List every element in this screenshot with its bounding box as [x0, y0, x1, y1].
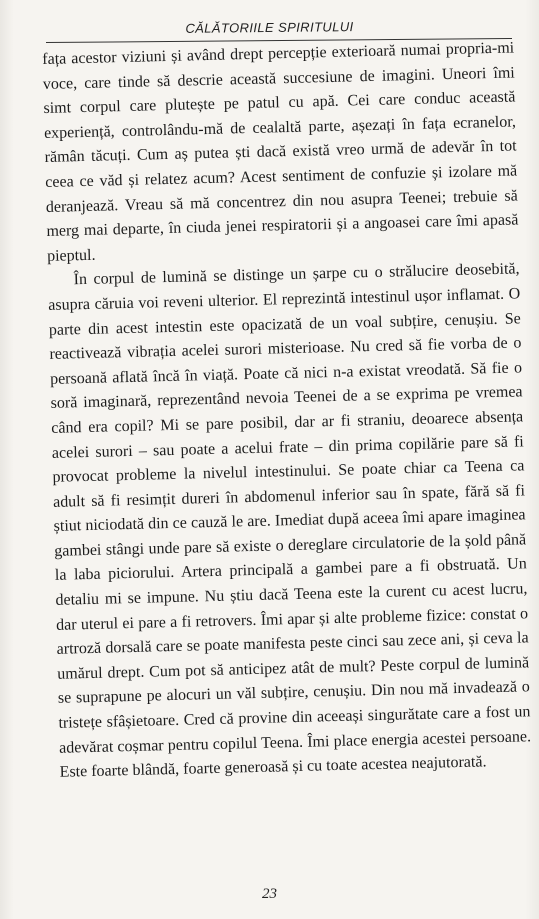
- body-text: [42, 36, 532, 785]
- paragraph-2: În corpul de lumină se distinge un șarpe cu o strălucire deosebită, asupra căruia voi reveni ulterior. El reprezintă intestinul ușor inflamat. O parte din acest intestin este opacizată de un voal subțire, cenușiu. Se reactivează vibrația acelei surori misterioase. Nu cred să fie vorba de o persoană aflată încă în viață. Poate că nici n-a existat vreodată. Să fie o soră imaginară, reprezentând nevoia Teenei de a se exprima pe vremea când era copil? Mi se pare posibil, dar ar fi straniu, deoarece absența acelei surori – sau poate a acelui frate – din prima copilărie pare să fi provocat probleme la nivelul intestinului. Se poate chiar ca Teena ca adult să fi resimțit dureri în abdomenul inferior sau în spate, fără să fi știut niciodată din ce cauză le are. Imediat după aceea îmi apare imaginea gambei stângi unde pare să existe o dereglare circulatorie de la șold până la laba piciorului. Artera principală a gambei pare a fi obstruată. Un detaliu mi se impune. Nu știu dacă Teena este la curent cu acest lucru, dar uterul ei pare a fi retrovers. Îmi apar și alte probleme fizice: constat o artroză dorsală care se poate manifesta peste cinci sau zece ani, și ceva la umărul drept. Cum pot să anticipez atât de mult? Peste corpul de lumină se suprapune pe alocuri un văl subțire, cenușiu. Din nou mă invadează o tristețe sfâșietoare. Cred că provine din aceeași singurătate care a fost un adevărat coșmar pentru copilul Teena. Îmi place energia acestei persoane. Este foarte blândă, foarte generoasă și cu toate acestea neajutorată.: [48, 260, 532, 781]
- page-number: 23: [262, 886, 277, 902]
- paragraph-1: fața acestor viziuni și având drept percepție exterioară numai propria-mi voce, care tinde să descrie această succesiune de imagini. Uneori îmi simt corpul care plutește pe patul cu apă. Cei care conduc această experiență, controlându-mă de cealaltă parte, așezați în fața ecranelor, rămân tăcuți. Cum aș putea ști dacă există vreo urmă de adevăr în tot ceea ce văd și relatez acum? Acest sentiment de confuzie și izolare mă deranjează. Vreau să mă concentrez din nou asupra Teenei; trebuie să merg mai departe, în ciuda jenei respiratorii și a angoasei care îmi apasă pieptul.: [42, 39, 519, 265]
- running-header-title: CĂLĂTORIILE SPIRITULUI: [185, 19, 354, 36]
